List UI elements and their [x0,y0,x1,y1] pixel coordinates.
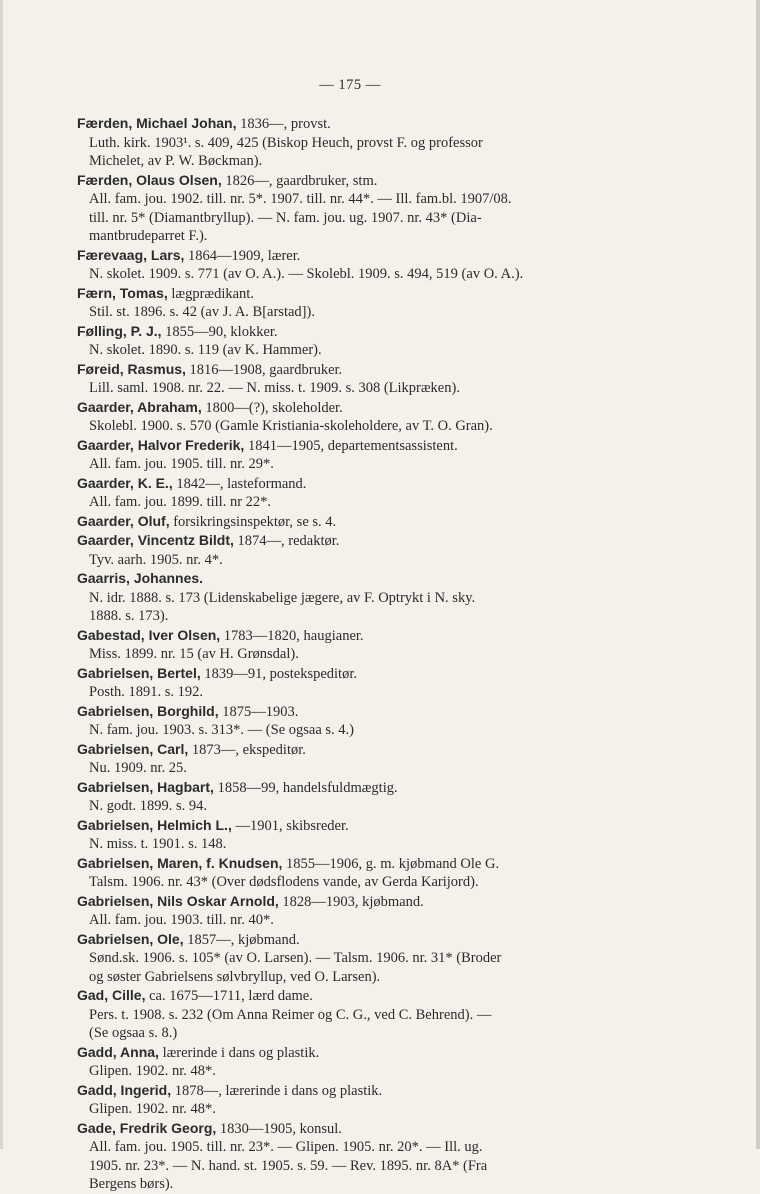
entry-heading [77,171,649,191]
entry-heading [77,398,649,418]
entry-name: Færevaag, Lars, [77,246,185,263]
entry-description: 1875—1903. [218,703,299,720]
entry-heading [77,930,649,950]
entry-name: Gabrielsen, Nils Oskar Arnold, [77,892,279,909]
entry-reference-line: N. skolet. 1890. s. 119 (av K. Hammer). [89,342,322,358]
entry-name: Færn, Tomas, [77,284,168,301]
bibliography-entry [77,398,649,436]
entry-description: 1800—(?), skoleholder. [201,399,343,416]
entry-heading [77,854,649,874]
bibliography-entry [77,1119,649,1194]
entry-heading [77,626,649,646]
entry-reference-line: till. nr. 5* (Diamantbryllup). — N. fam. jou. ug. 1907. nr. 43* (Dia- [89,209,482,226]
entry-description: 1783—1820, haugianer. [220,627,364,644]
entry-heading [77,986,649,1006]
bibliography-entry [77,114,649,171]
entry-reference-line: Michelet, av P. W. Bøckman). [89,153,263,169]
entry-name: Gaarder, Vincentz Bildt, [77,532,234,548]
bibliography-entry [77,930,649,987]
entry-name: Gabrielsen, Carl, [77,740,189,757]
bibliography-entry [77,246,649,284]
entry-reference-line: All. fam. jou. 1905. till. nr. 23*. — Glipen. 1905. nr. 20*. — Ill. ug. [89,1139,483,1155]
entry-heading [77,778,649,798]
entry-reference-line: Skolebl. 1900. s. 570 (Gamle Kristiania-skoleholdere, av T. O. Gran). [89,418,493,434]
entry-name: Føreid, Rasmus, [77,360,186,377]
entry-description: 1830—1905, konsul. [216,1120,342,1137]
entry-name: Gad, Cille, [77,987,146,1003]
entry-heading [77,892,649,912]
entry-description: 1855—90, klokker. [161,323,278,340]
entry-name: Gabrielsen, Ole, [77,930,184,947]
entry-reference-line: Lill. saml. 1908. nr. 22. — N. miss. t. 1909. s. 308 (Likpræken). [89,380,460,396]
entry-name: Gaarder, Oluf, [77,512,170,529]
entry-description: 1816—1908, gaardbruker. [185,361,343,378]
entry-name: Gaarder, Abraham, [77,398,202,415]
entry-name: Gadd, Ingerid, [77,1081,172,1098]
entry-description: 1839—91, postekspeditør. [200,665,357,682]
entry-heading [77,436,649,456]
entry-description: 1878—, lærerinde i dans og plastik. [171,1082,383,1099]
entry-description: 1855—1906, g. m. kjøbmand Ole G. [282,855,500,872]
entry-reference-line: Posth. 1891. s. 192. [89,684,204,700]
entry-reference-line: Luth. kirk. 1903¹. s. 409, 425 (Biskop Heuch, provst F. og professor [89,134,483,151]
entry-reference-line: Bergens børs). [89,1176,174,1192]
bibliography-entry [77,740,649,778]
entry-description: 1873—, ekspeditør. [188,741,306,758]
entry-description: 1858—99, handelsfuldmægtig. [213,779,398,796]
entry-heading [77,816,649,836]
entry-reference-line: All. fam. jou. 1903. till. nr. 40*. [89,912,274,928]
bibliography-entry [77,892,649,930]
entry-reference-line: Pers. t. 1908. s. 232 (Om Anna Reimer og C. G., ved C. Behrend). — [89,1006,492,1023]
bibliography-entry [77,1081,649,1119]
entry-reference-line: All. fam. jou. 1902. till. nr. 5*. 1907. till. nr. 44*. — Ill. fam.bl. 1907/08. [89,191,512,207]
entry-heading [77,114,649,134]
entry-description: forsikringsinspektør, se s. 4. [169,513,337,530]
entry-reference-line: Tyv. aarh. 1905. nr. 4*. [89,551,223,568]
entry-name: Gabrielsen, Borghild, [77,702,219,719]
entry-heading [77,474,649,494]
bibliography-entry [77,816,649,854]
entry-heading [77,322,649,342]
entry-heading [77,1081,649,1101]
entry-name: Gabrielsen, Helmich L., [77,816,232,833]
entry-description: 1857—, kjøbmand. [183,931,300,948]
bibliography-entry [77,474,649,512]
bibliography-entries [77,114,649,1194]
page-edge-right [756,0,760,1149]
entry-name: Gaarder, K. E., [77,474,173,491]
entry-reference-line: Miss. 1899. nr. 15 (av H. Grønsdal). [89,646,299,662]
entry-name: Færden, Olaus Olsen, [77,171,222,188]
entry-reference-line: Nu. 1909. nr. 25. [89,760,187,776]
bibliography-entry [77,626,649,664]
bibliography-entry [77,664,649,702]
bibliography-entry [77,1043,649,1081]
entry-description: 1841—1905, departementsassistent. [244,437,458,454]
bibliography-entry [77,284,649,322]
bibliography-entry [77,986,649,1043]
entry-reference-line: Glipen. 1902. nr. 48*. [89,1101,216,1117]
entry-reference-line: 1905. nr. 23*. — N. hand. st. 1905. s. 59. — Rev. 1895. nr. 8A* (Fra [89,1157,488,1174]
entry-description: 1874—, redaktør. [233,533,340,549]
entry-reference-line: N. idr. 1888. s. 173 (Lidenskabelige jægere, av F. Optrykt i N. sky. [89,589,476,606]
entry-heading [77,664,649,684]
entry-heading [77,1043,649,1063]
entry-description: ca. 1675—1711, lærd dame. [145,988,313,1004]
entry-heading [77,740,649,760]
entry-reference-line: mantbrudeparret F.). [89,228,208,244]
entry-heading [77,531,649,551]
entry-description: 1842—, lasteformand. [172,475,307,492]
entry-reference-line: Sønd.sk. 1906. s. 105* (av O. Larsen). — Talsm. 1906. nr. 31* (Broder [89,950,502,966]
bibliography-entry [77,322,649,360]
entry-description: —1901, skibsreder. [231,817,349,834]
entry-name: Følling, P. J., [77,322,162,339]
page-edge-left [0,0,3,1149]
bibliography-entry [77,778,649,816]
entry-heading [77,360,649,380]
entry-reference-line: Stil. st. 1896. s. 42 (av J. A. B[arstad]). [89,304,315,320]
entry-name: Gadd, Anna, [77,1043,159,1060]
entry-reference-line: N. fam. jou. 1903. s. 313*. — (Se ogsaa s. 4.) [89,722,355,738]
entry-name: Gabrielsen, Bertel, [77,664,201,681]
entry-reference-line: (Se ogsaa s. 8.) [89,1025,178,1041]
entry-reference-line: og søster Gabrielsens sølvbryllup, ved O. Larsen). [89,968,381,985]
entry-heading [77,246,649,266]
entry-reference-line: Glipen. 1902. nr. 48*. [89,1063,216,1079]
entry-heading [77,284,649,304]
bibliography-entry [77,171,649,246]
entry-heading [77,702,649,722]
entry-description: 1864—1909, lærer. [184,247,301,264]
bibliography-entry [77,360,649,398]
entry-reference-line: N. skolet. 1909. s. 771 (av O. A.). — Skolebl. 1909. s. 494, 519 (av O. A.). [89,266,524,282]
entry-name: Gade, Fredrik Georg, [77,1119,217,1136]
entry-reference-line: All. fam. jou. 1905. till. nr. 29*. [89,456,274,472]
entry-description: 1836—, provst. [236,116,331,132]
page-number: — 175 — [319,77,381,93]
entry-reference-line: N. miss. t. 1901. s. 148. [89,836,227,852]
bibliography-entry [77,854,649,892]
entry-description: lærerinde i dans og plastik. [158,1044,320,1061]
entry-name: Gabestad, Iver Olsen, [77,626,221,643]
entry-reference-line: N. godt. 1899. s. 94. [89,798,208,814]
entry-reference-line: All. fam. jou. 1899. till. nr 22*. [89,494,272,510]
entry-description: lægprædikant. [167,285,254,302]
entry-reference-line: 1888. s. 173). [89,608,169,624]
bibliography-entry [77,436,649,474]
entry-name: Gabrielsen, Hagbart, [77,778,214,795]
entry-heading [77,1119,649,1139]
entry-reference-line: Talsm. 1906. nr. 43* (Over dødsflodens vande, av Gerda Karijord). [89,874,479,890]
entry-name: Gaarder, Halvor Frederik, [77,436,245,453]
entry-description: 1826—, gaardbruker, stm. [221,172,378,189]
bibliography-entry [77,531,649,569]
bibliography-entry [77,569,649,626]
entry-heading [77,512,649,532]
bibliography-entry [77,702,649,740]
entry-name: Gabrielsen, Maren, f. Knudsen, [77,854,283,871]
entry-name: Gaarris, Johannes. [77,570,204,586]
entry-description: 1828—1903, kjøbmand. [278,893,424,910]
entry-name: Færden, Michael Johan, [77,115,237,131]
entry-heading [77,569,649,589]
bibliography-entry [77,512,649,532]
